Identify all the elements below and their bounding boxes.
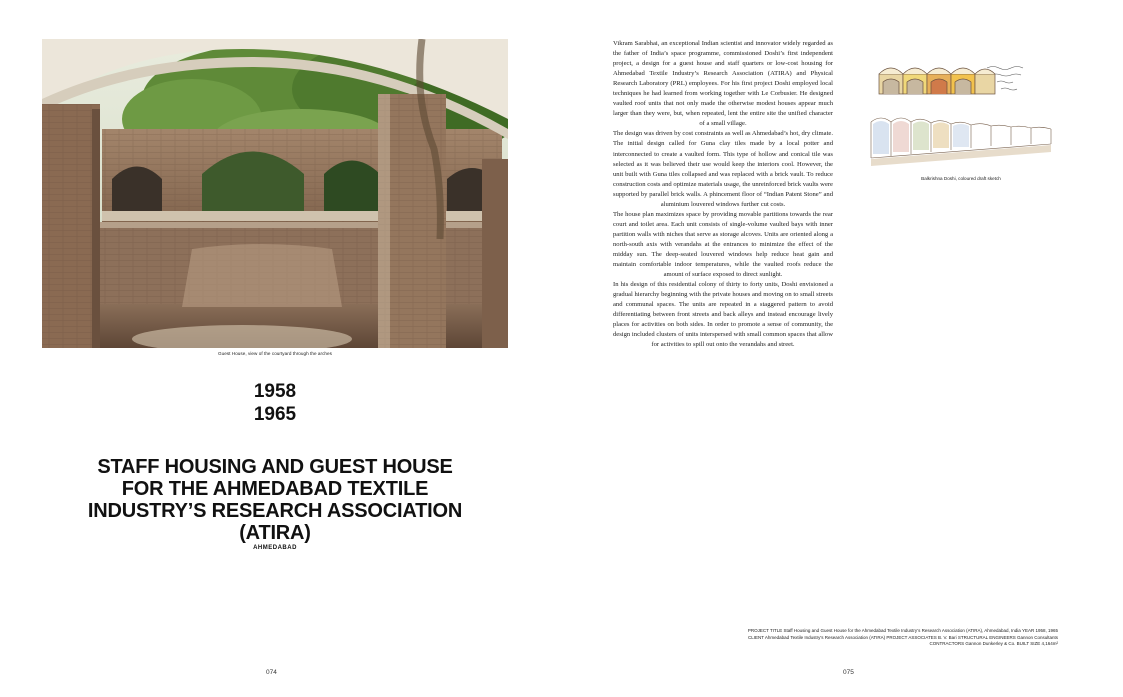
project-years (180, 380, 370, 426)
project-title (55, 456, 495, 544)
year-end: 1965 (253, 404, 297, 425)
draft-sketch (867, 60, 1055, 170)
left-page (0, 0, 561, 697)
page-number-left: 074 (266, 669, 277, 676)
title-line: FOR THE AHMEDABAD TEXTILE (121, 478, 429, 500)
credits-line: CLIENT Ahmedabad Textile Industry’s Research Association (ATIRA) PROJECT ASSOCIATES B. V. Bari STRUCTURAL ENGINEERS Gannon Consultants (747, 634, 1058, 640)
year-start: 1958 (253, 381, 297, 402)
paragraph: The design was driven by cost constraints as well as Ahmedabad’s hot, dry climate. The initial design called for Guna clay tiles made by a local potter and interconnected to create a vaulted form. This type of hollow and conical tile was selected as it was believed their use would keep the interiors cool. However, the unit built with Guna tiles collapsed and was replaced with a brick vault. To reduce construction costs and optimize materials usage, the unreinforced brick vaults were supported by parallel brick walls. A phincement floor of “Indian Patent Stone” and aluminium louvered windows further cut costs. (613, 130, 833, 208)
credits-line: CONTRACTORS Gannon Dunkerley & Co. BUILT SIZE 4,164m² (929, 641, 1058, 647)
page-number-right: 075 (843, 669, 854, 676)
title-line: (ATIRA) (239, 522, 311, 544)
project-location: AHMEDABAD (253, 545, 297, 551)
paragraph: The house plan maximizes space by providing movable partitions towards the rear court and toilet area. Each unit consists of single-volume vaulted bays with inner partition walls with niches that serve as storage alcoves. Units are oriented along a north-south axis with verandahs at the entrances to minimize the effect of the midday sun. The deep-seated louvered windows help reduce heat gain and maintain comfortable indoor temperatures, while the vaulted roofs reduce the amount of surface exposed to direct sunlight. (613, 210, 833, 279)
courtyard-photo (42, 39, 508, 348)
sketch-caption: Balkrishna Doshi, coloured draft sketch (921, 176, 1001, 181)
title-line: INDUSTRY’S RESEARCH ASSOCIATION (87, 500, 463, 522)
paragraph: In his design of this residential colony of thirty to forty units, Doshi envisioned a gradual hierarchy beginning with the private houses and moving on to small streets and communal spaces. The units are repeated in a staggered pattern to avoid differentiating between front streets and back alleys and instead encourage lively places for activities on both sides. In order to promote a sense of community, the design included clusters of units interspersed with small common spaces that allow for activities to spill out onto the verandahs and street. (613, 281, 833, 349)
project-credits (600, 628, 1058, 648)
credits-line: PROJECT TITLE Staff Housing and Guest House for the Ahmedabad Textile Industry’s Research Association (ATIRA), Ahmedabad, India YEAR 1958, 1965 (747, 628, 1058, 633)
title-line: STAFF HOUSING AND GUEST HOUSE (97, 456, 453, 478)
photo-caption: Guest House, view of the courtyard through the arches (218, 351, 332, 356)
paragraph: Vikram Sarabhai, an exceptional Indian scientist and innovator widely regarded as the father of India’s space programme, commissioned Doshi’s first independent project, a design for a guest house and staff quarters or low-cost housing for Ahmedabad Textile Industry’s Research Association (ATIRA) and Physical Research Laboratory (PRL) employees. For his first project Doshi employed local techniques he had learned from working together with Le Corbusier. He designed vaulted roof units that not only made the otherwise modest houses appear much larger than they were, but, when repeated, lent the entire site the unified character of a small village. (613, 40, 833, 128)
body-text (613, 39, 833, 350)
